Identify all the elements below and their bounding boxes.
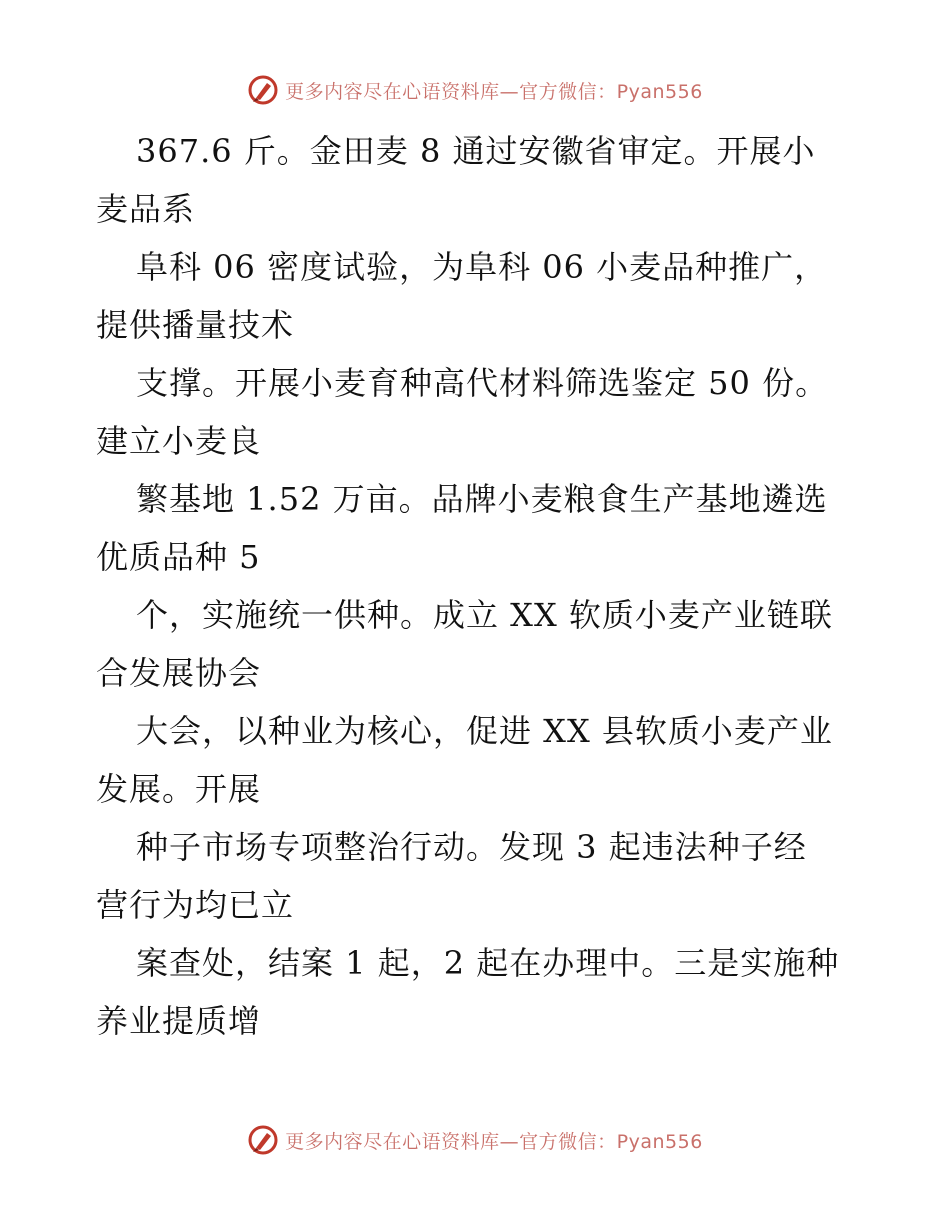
footer-banner (0, 1120, 950, 1160)
body-line: 养业提质增 (96, 1002, 262, 1040)
pen-nib-logo-icon (247, 1124, 279, 1156)
body-line: 案查处，结案 1 起，2 起在办理中。三是实施种 (136, 944, 840, 982)
header-banner-content (247, 74, 703, 106)
body-line: 阜科 06 密度试验，为阜科 06 小麦品种推广， (136, 248, 828, 286)
document-body (96, 122, 856, 1050)
body-line: 合发展协会 (96, 654, 262, 692)
body-line: 大会，以种业为核心，促进 XX 县软质小麦产业 (136, 712, 833, 750)
body-line: 营行为均已立 (96, 886, 295, 924)
footer-banner-text: 更多内容尽在心语资料库—官方微信：Pyan556 (285, 1130, 703, 1153)
body-line: 种子市场专项整治行动。发现 3 起违法种子经 (136, 828, 807, 866)
body-line: 提供播量技术 (96, 306, 295, 344)
body-line: 367.6 斤。金田麦 8 通过安徽省审定。开展小 (136, 132, 816, 170)
body-line: 麦品系 (96, 190, 196, 228)
body-line: 繁基地 1.52 万亩。品牌小麦粮食生产基地遴选 (136, 480, 828, 518)
footer-banner-content (247, 1124, 703, 1156)
body-line: 发展。开展 (96, 770, 262, 808)
header-banner-text: 更多内容尽在心语资料库—官方微信：Pyan556 (285, 80, 703, 103)
header-banner (0, 70, 950, 110)
body-line: 建立小麦良 (96, 422, 262, 460)
body-line: 支撑。开展小麦育种高代材料筛选鉴定 50 份。 (136, 364, 829, 402)
body-line: 个，实施统一供种。成立 XX 软质小麦产业链联 (136, 596, 833, 634)
body-line: 优质品种 5 (96, 538, 261, 576)
pen-nib-logo-icon (247, 74, 279, 106)
